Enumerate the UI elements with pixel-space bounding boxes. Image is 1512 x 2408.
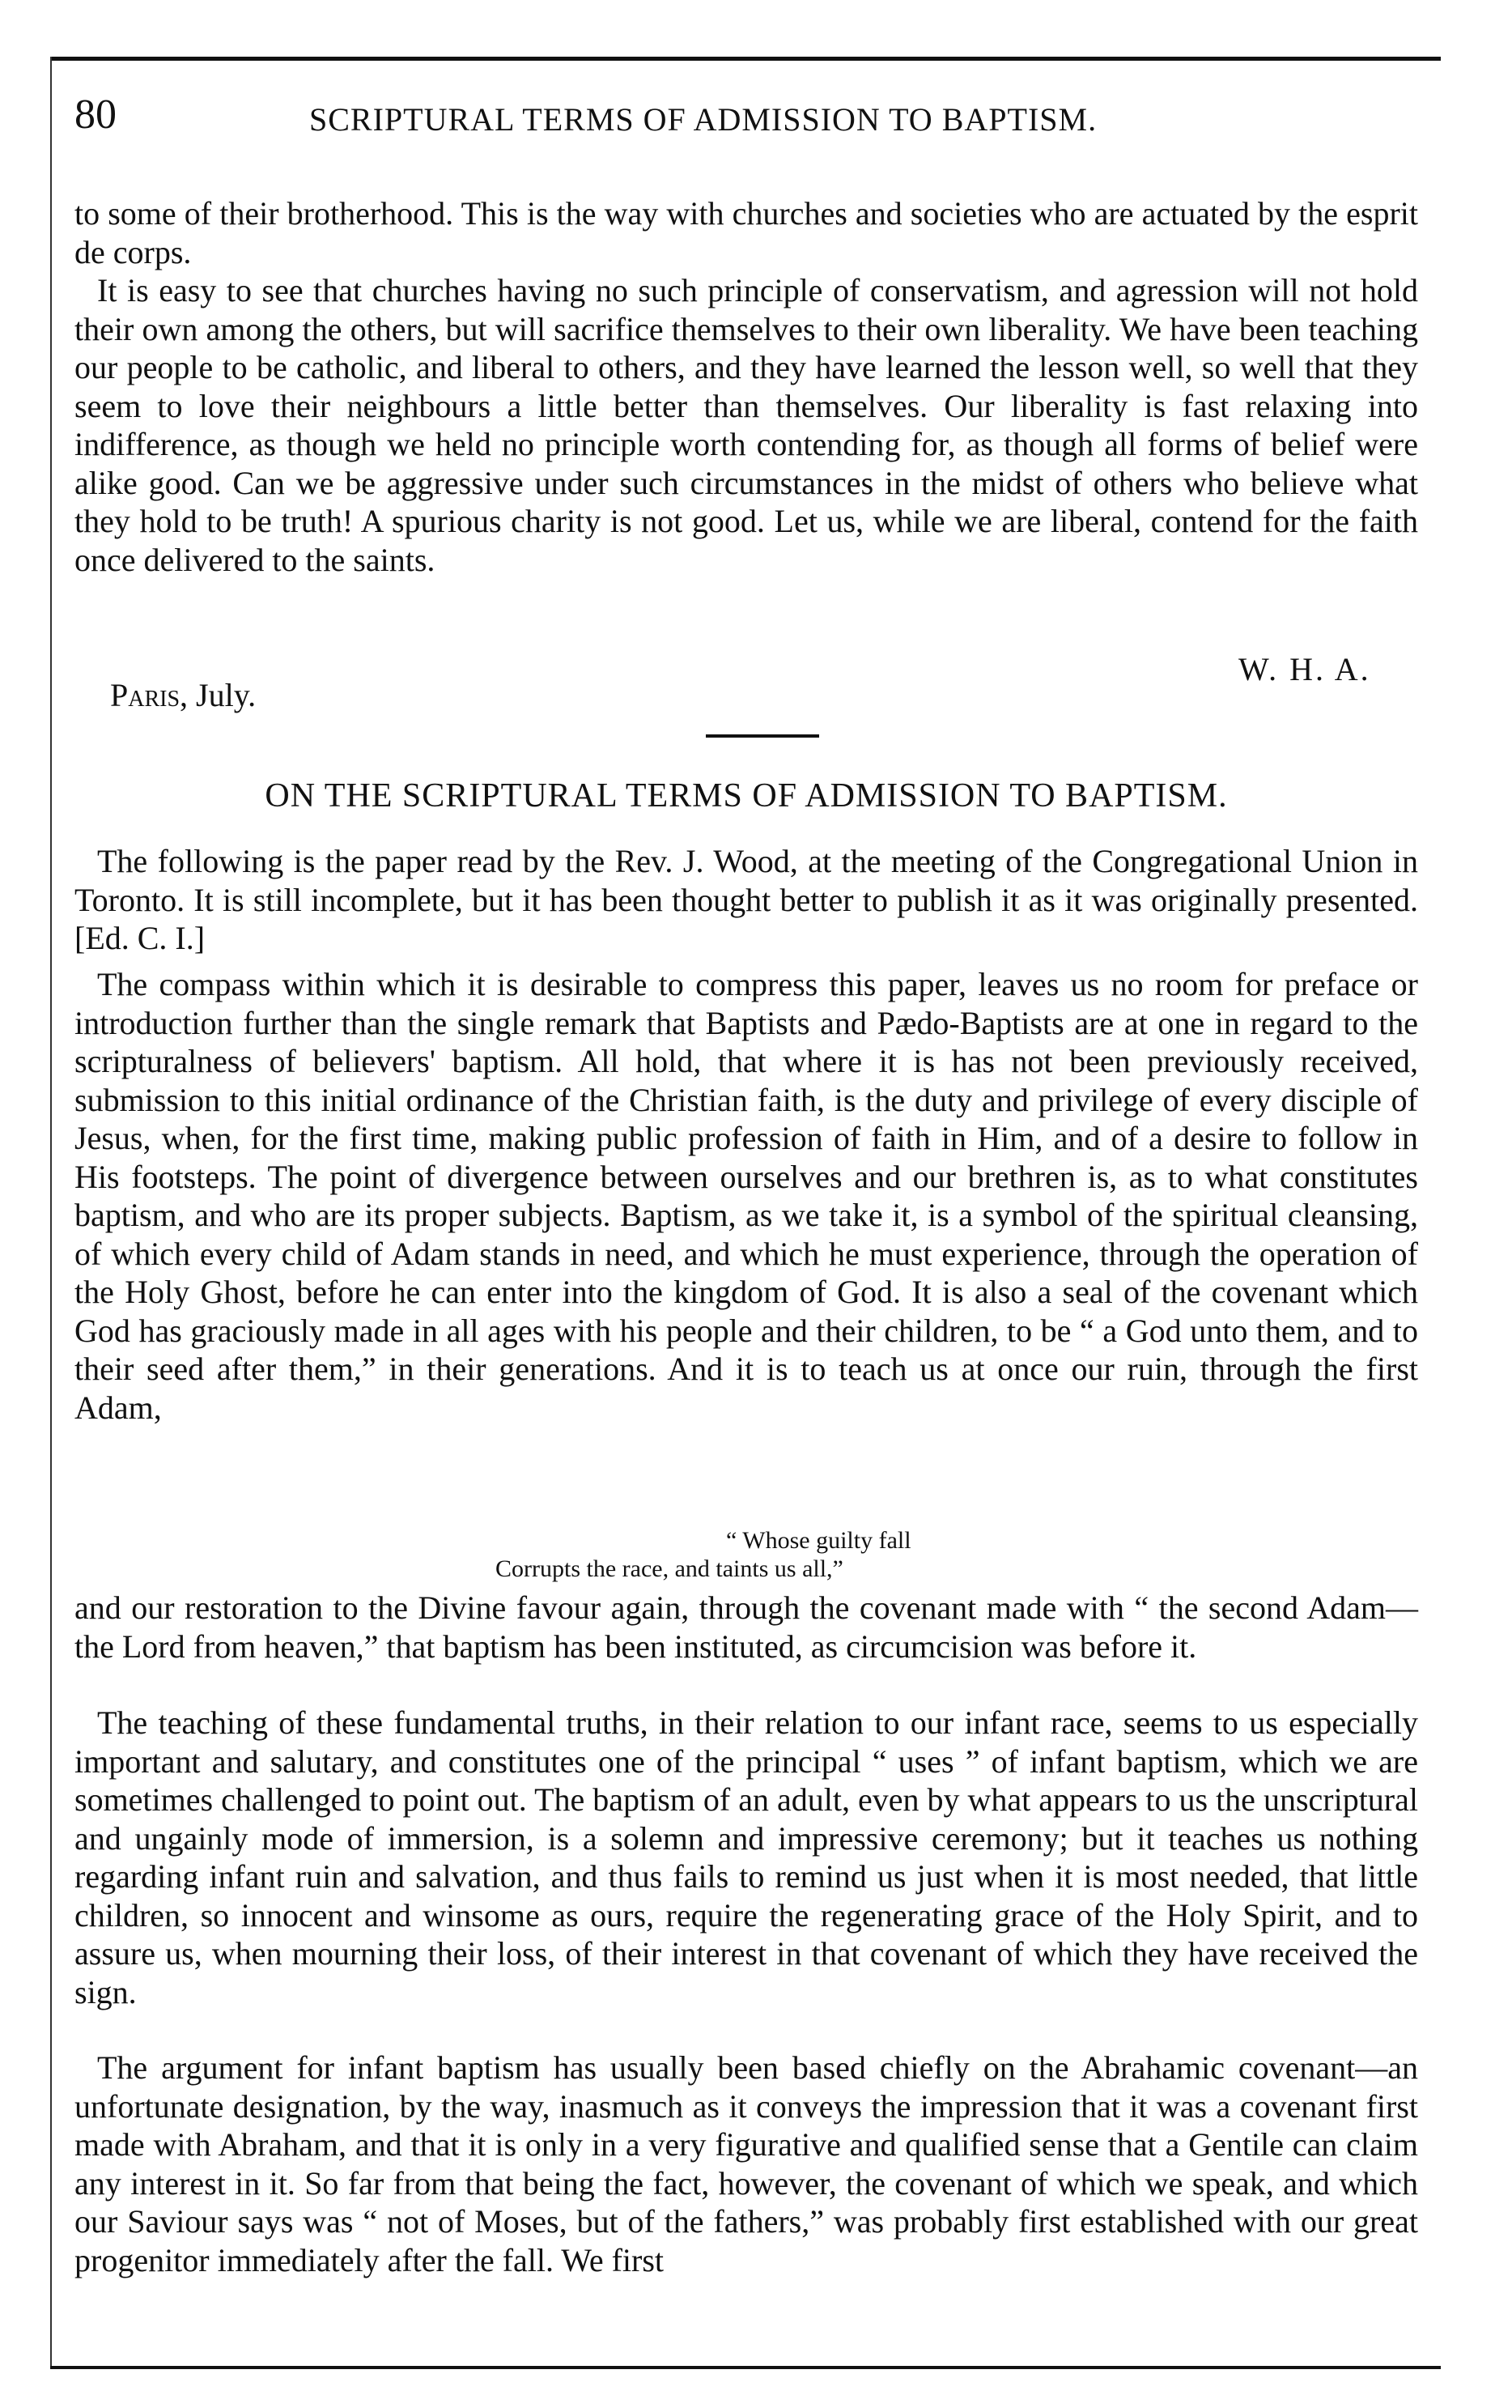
dateline: [110, 676, 256, 715]
previous-article-paragraph: to some of their brotherhood. This is the way with churches and societies who are actuated by the esprit de corps.: [74, 195, 1418, 270]
previous-article-paragraph: It is easy to see that churches having no such principle of conservatism, and agression will not hold their own among the others, but will sacrifice themselves to their own liberality. We have been teaching our people to be catholic, and liberal to others, and they have learned the lesson well, so well that they seem to love their neighbours a little better than themselves. Our liberality is fast relaxing into indifference, as though we held no principle worth contending for, as though all forms of belief were alike good. Can we be aggressive under such circumstances in the midst of others who believe what they hold to be truth! A spurious charity is not good. Let us, while we are liberal, contend for the faith once delivered to the saints.: [74, 272, 1418, 578]
left-border-rule: [50, 57, 52, 2369]
dateline-month: July.: [188, 677, 257, 713]
article-paragraph: The argument for infant baptism has usually been based chiefly on the Abrahamic covenant—an unfortunate designation, by the way, inasmuch as it conveys the impression that it was a covenant first made with Abraham, and that it is only in a very figurative and qualified sense that a Gentile can claim any interest in it. So far from that being the fact, however, the covenant of which we speak, and which our Saviour says was “ not of Moses, but of the fathers,” was probably first established with our great progenitor immediately after the fall. We first: [74, 2049, 1418, 2278]
article-paragraph: The teaching of these fundamental truths, in their relation to our infant race, seems to us especially important and salutary, and constitutes one of the principal “ uses ” of infant baptism, which we are sometimes challenged to point out. The baptism of an adult, even by what appears to us the unscriptural and ungainly mode of immersion, is a solemn and impressive ceremony; but it teaches us nothing regarding infant ruin and salvation, and thus fails to remind us just when it is most needed, that little children, so innocent and winsome as ours, require the regenerating grace of the Holy Spirit, and to assure us, when mourning their loss, of their interest in that covenant of which they have received the sign.: [74, 1704, 1418, 2010]
page-header: [74, 91, 1418, 147]
article-paragraph: The compass within which it is desirable to compress this paper, leaves us no room for preface or introduction further than the single remark that Baptists and Pædo-Baptists are at one in regard to the scripturalness of believers' baptism. All hold, that where it is has not been previously received, submission to this initial ordinance of the Christian faith, is the duty and privilege of every disciple of Jesus, when, for the first time, making public profession of faith in Him, and of a desire to follow in His footsteps. The point of divergence between ourselves and our brethren is, as to what constitutes baptism, and who are its proper subjects. Baptism, as we take it, is a symbol of the spiritual cleansing, of which every child of Adam stands in need, and which he must experience, through the operation of the Holy Ghost, before he can enter into the kingdom of God. It is also a seal of the covenant which God has graciously made in all ages with his people and their children, to be “ a God unto them, and to their seed after them,” in their generations. And it is to teach us at once our ruin, through the first Adam,: [74, 966, 1418, 1426]
editorial-note: The following is the paper read by the Rev. J. Wood, at the meeting of the Congregational Union in Toronto. It is still incomplete, but it has been thought better to publish it as it was originally presented. [Ed. C. I.]: [74, 843, 1418, 956]
bottom-rule: [50, 2366, 1441, 2369]
quote-line: “ Whose guilty fall: [726, 1527, 911, 1554]
running-head: SCRIPTURAL TERMS OF ADMISSION TO BAPTISM.: [309, 101, 1098, 138]
article-paragraph: and our restoration to the Divine favour again, through the covenant made with “ the second Adam—the Lord from heaven,” that baptism has been instituted, as circumcision was before it.: [74, 1589, 1418, 1665]
top-rule: [50, 57, 1441, 61]
section-separator: [706, 734, 819, 738]
article-title: ON THE SCRIPTURAL TERMS OF ADMISSION TO BAPTISM.: [265, 777, 1228, 815]
quote-line: Corrupts the race, and taints us all,”: [495, 1555, 843, 1582]
dateline-place: Paris,: [110, 677, 189, 713]
author-signature: W. H. A.: [1238, 651, 1371, 687]
page-number: 80: [74, 91, 117, 138]
